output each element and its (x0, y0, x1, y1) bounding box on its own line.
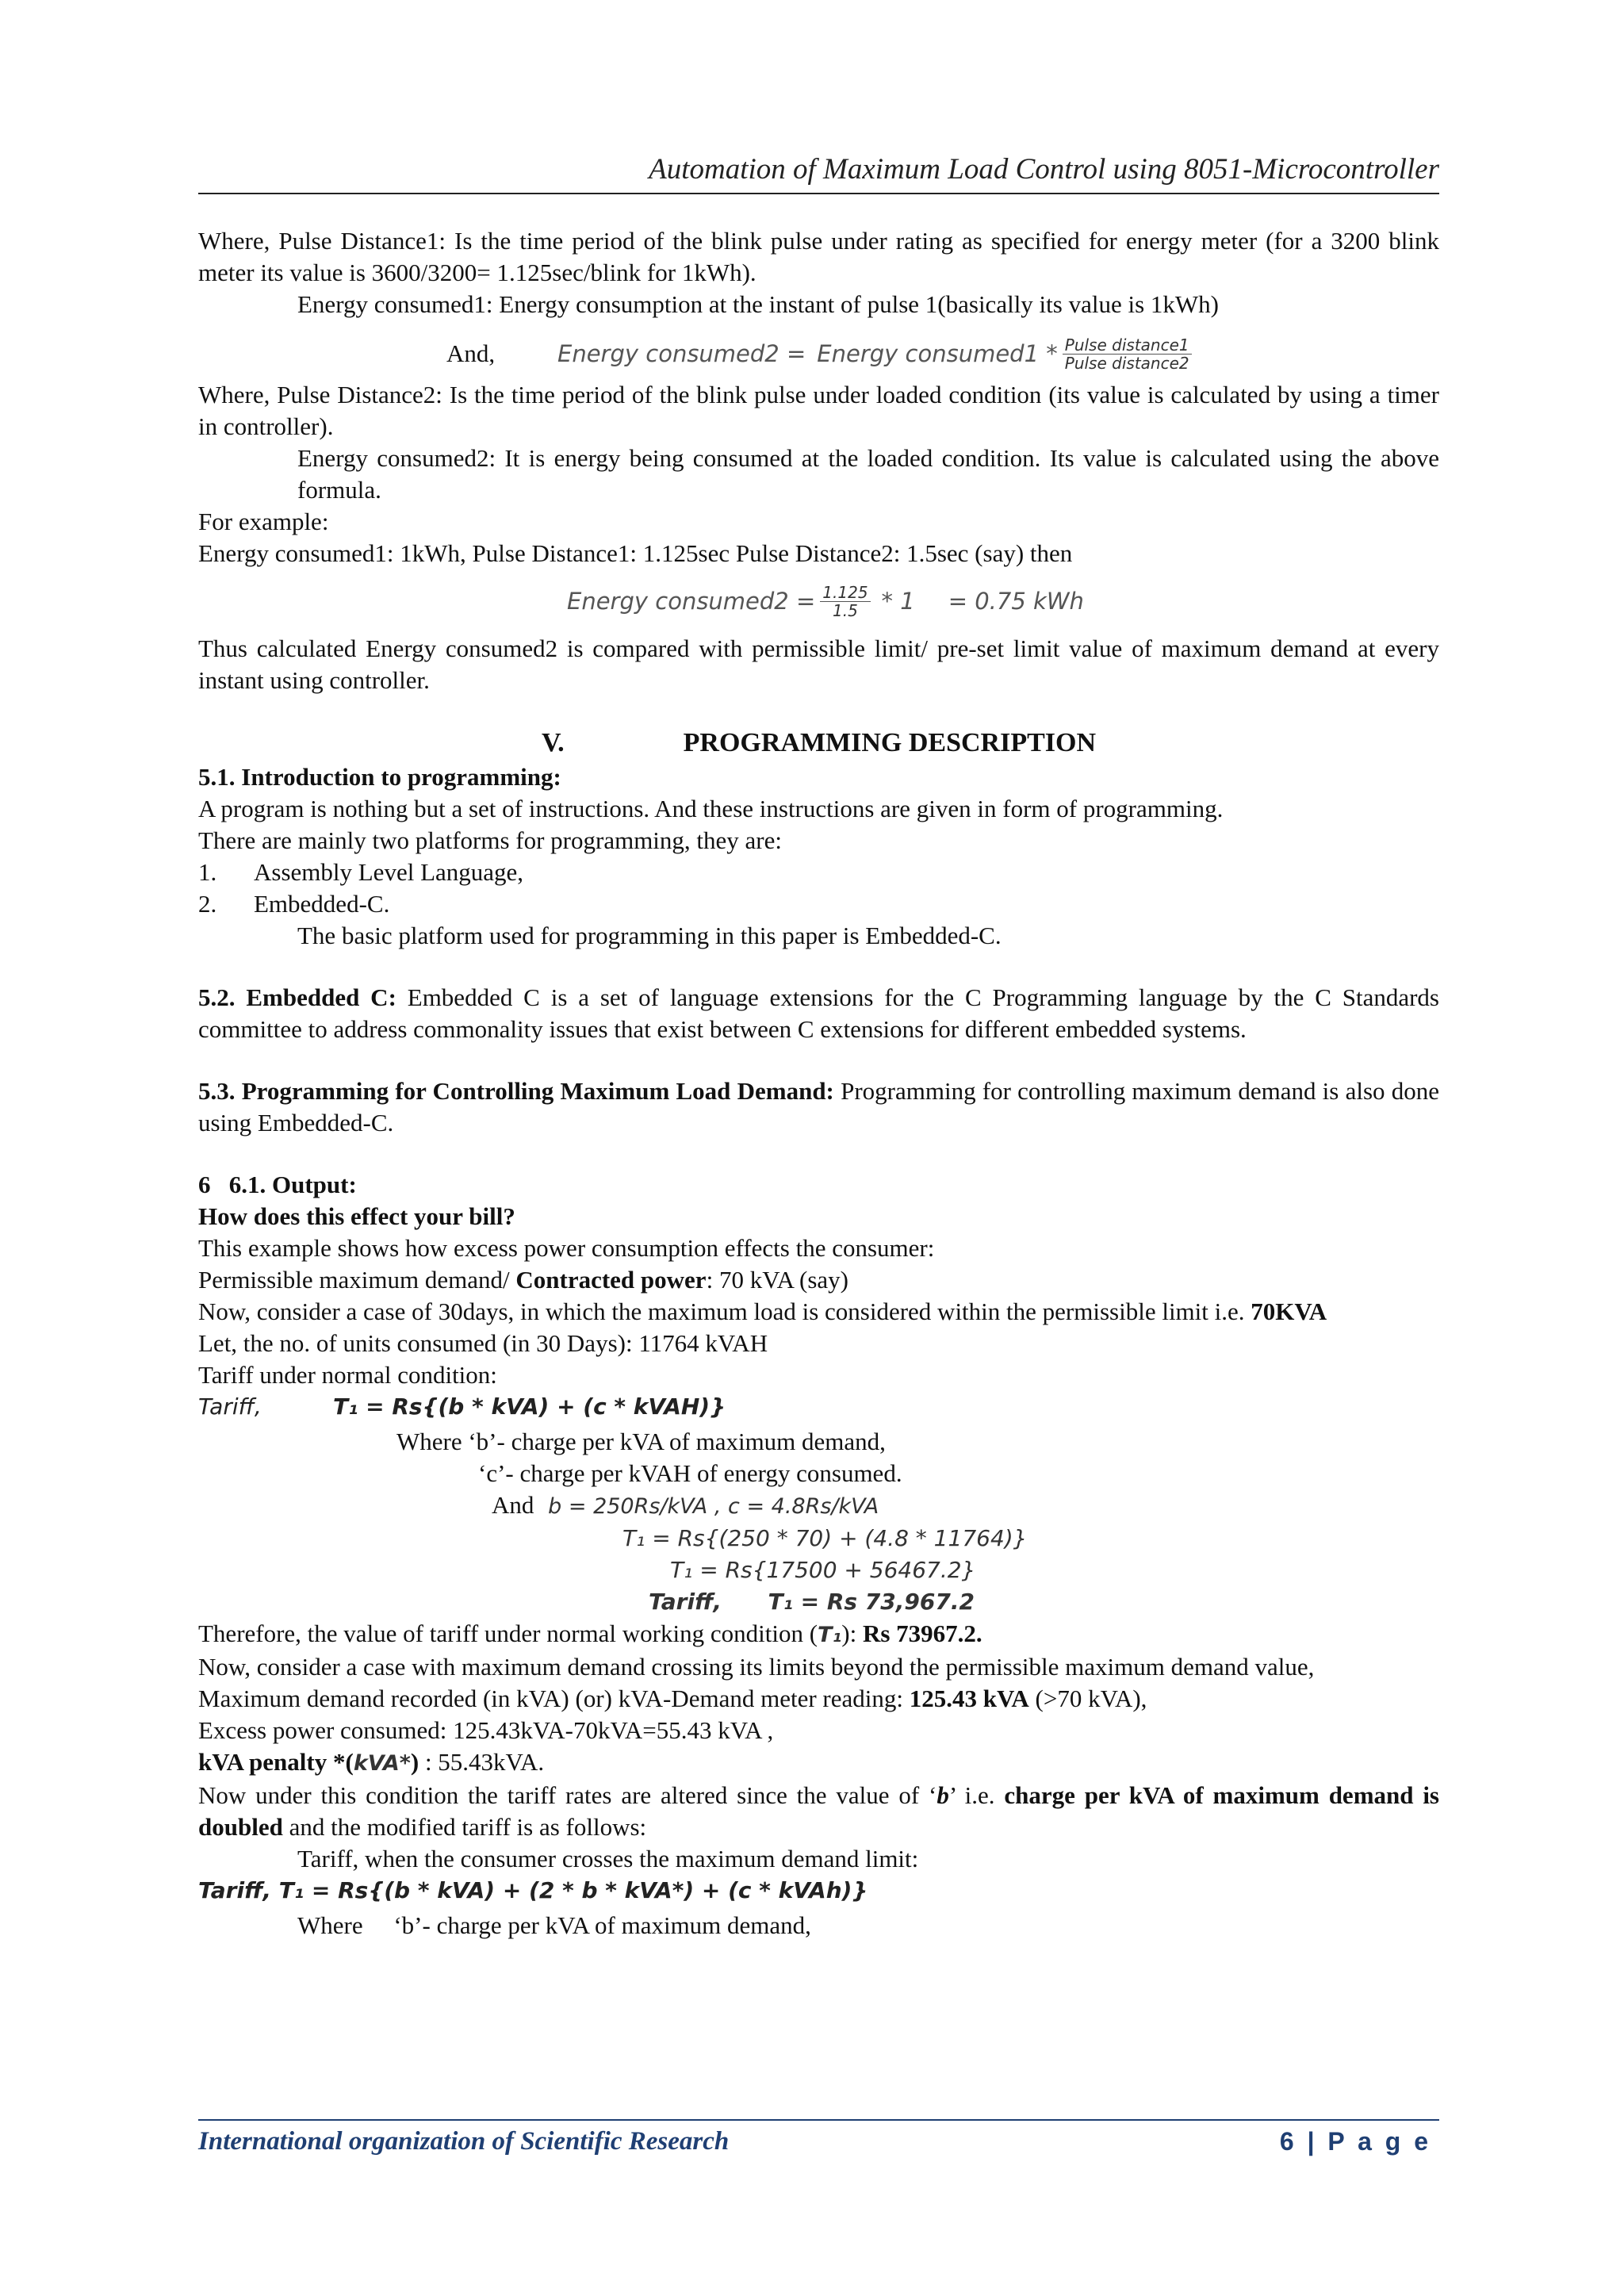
paragraph: For example: (198, 508, 329, 535)
tariff-calculation: T₁ = Rs{17500 + 56467.2} (670, 1557, 976, 1583)
paragraph: Excess power consumed: 125.43kVA-70kVA=55.43 kVA , (198, 1716, 774, 1744)
paragraph: 5.2. Embedded C: Embedded C is a set of language extensions for the C Programming language by the C Standards committee to address commonality issues that exist between C extensions for different embedded systems. (198, 983, 1439, 1043)
page-number: 6 | P a g e (1279, 2127, 1431, 2156)
paragraph: Thus calculated Energy consumed2 is compared with permissible limit/ pre-set limit value of maximum demand at every instant using controller. (198, 634, 1439, 694)
paragraph: And b = 250Rs/kVA , c = 4.8Rs/kVA (492, 1491, 879, 1519)
paragraph: Permissible maximum demand/ Contracted power: 70 kVA (say) (198, 1266, 848, 1294)
subsection-heading: 5.1. Introduction to programming: (198, 763, 561, 791)
footer-rule (198, 2119, 1439, 2121)
list-item: 2. Embedded-C. (198, 890, 390, 918)
list-item: 1. Assembly Level Language, (198, 858, 524, 886)
platform-list (198, 857, 1439, 920)
paragraph: There are mainly two platforms for programming, they are: (198, 826, 782, 854)
paragraph: Tariff, when the consumer crosses the maximum demand limit: (297, 1845, 919, 1872)
fraction: $\frac{1.125}{1.5}$ (820, 584, 870, 619)
tariff-formula-penalty: Tariff, T₁ = Rs{(b * kVA) + (2 * b * kVA*) + (c * kVAh)} (198, 1877, 868, 1903)
paragraph: The basic platform used for programming in this paper is Embedded-C. (297, 922, 1002, 949)
paragraph: Now, consider a case of 30days, in which the maximum load is considered within the permissible limit i.e. 70KVA (198, 1297, 1327, 1325)
paragraph: Now, consider a case with maximum demand crossing its limits beyond the permissible maximum demand value, (198, 1653, 1315, 1681)
paragraph: Where, Pulse Distance1: Is the time period of the blink pulse under rating as specified for energy meter (for a 3200 blink meter its value is 3600/3200= 1.125sec/blink for 1kWh). (198, 227, 1439, 286)
paragraph: kVA penalty *(kVA*) : 55.43kVA. (198, 1748, 545, 1776)
tariff-calculation: T₁ = Rs{(250 * 70) + (4.8 * 11764)} (622, 1525, 1028, 1551)
paragraph: Energy consumed1: Energy consumption at the instant of pulse 1(basically its value is 1kWh) (297, 290, 1219, 318)
page-body (198, 225, 1439, 1941)
paragraph: Therefore, the value of tariff under normal working condition (T₁): Rs 73967.2. (198, 1619, 982, 1647)
section-heading: V. PROGRAMMING DESCRIPTION (541, 728, 1097, 757)
paragraph: 5.3. Programming for Controlling Maximum Load Demand: Programming for controlling maximum demand is also done using Embedded-C. (198, 1077, 1439, 1137)
paragraph: Tariff under normal condition: (198, 1361, 497, 1389)
header-rule (198, 193, 1439, 194)
paragraph: Let, the no. of units consumed (in 30 Days): 11764 kVAH (198, 1329, 768, 1357)
paragraph: Maximum demand recorded (in kVA) (or) kVA-Demand meter reading: 125.43 kVA (>70 kVA), (198, 1685, 1147, 1712)
paragraph: Where, Pulse Distance2: Is the time period of the blink pulse under loaded condition (its value is calculated by using a timer in controller). (198, 381, 1439, 440)
paragraph: Where ‘b’- charge per kVA of maximum demand, (297, 1911, 811, 1939)
paragraph: A program is nothing but a set of instructions. And these instructions are given in form of programming. (198, 795, 1224, 822)
subsection-heading: 6 6.1. Output: (198, 1171, 357, 1198)
paper-page (198, 0, 1439, 2296)
tariff-formula-normal: Tariff, T₁ = Rs{(b * kVA) + (c * kVAH)} (198, 1393, 726, 1420)
paragraph: Where ‘b’- charge per kVA of maximum demand, (396, 1428, 886, 1455)
fraction: $\frac{\text{Pulse distance1}}{\text{Pulse distance2}}$ (1063, 336, 1192, 372)
paragraph: ‘c’- charge per kVAH of energy consumed. (478, 1459, 902, 1487)
paragraph: Energy consumed2: It is energy being consumed at the loaded condition. Its value is calculated using the above formula. (297, 444, 1439, 504)
paragraph: This example shows how excess power consumption effects the consumer: (198, 1234, 935, 1262)
equation-example: Energy consumed2 = $\frac{1.125}{1.5}$ * 1 = 0.75 kWh (567, 582, 1084, 620)
tariff-calculation: Tariff, T₁ = Rs 73,967.2 (649, 1589, 975, 1615)
equation-energy-consumed2: And, Energy consumed2 = Energy consumed1 * $\frac{\text{Pulse distance1}}{\text{Pulse distance2}}$ (198, 328, 1439, 379)
paragraph: Energy consumed1: 1kWh, Pulse Distance1: 1.125sec Pulse Distance2: 1.5sec (say) then (198, 539, 1073, 567)
question-heading: How does this effect your bill? (198, 1202, 515, 1230)
paragraph: Now under this condition the tariff rates are altered since the value of ‘b’ i.e. charge per kVA of maximum demand is doubled and the modified tariff is as follows: (198, 1781, 1439, 1841)
footer-organization: International organization of Scientific Research (198, 2127, 730, 2156)
running-header: Automation of Maximum Load Control using 8051-Microcontroller (649, 153, 1439, 186)
